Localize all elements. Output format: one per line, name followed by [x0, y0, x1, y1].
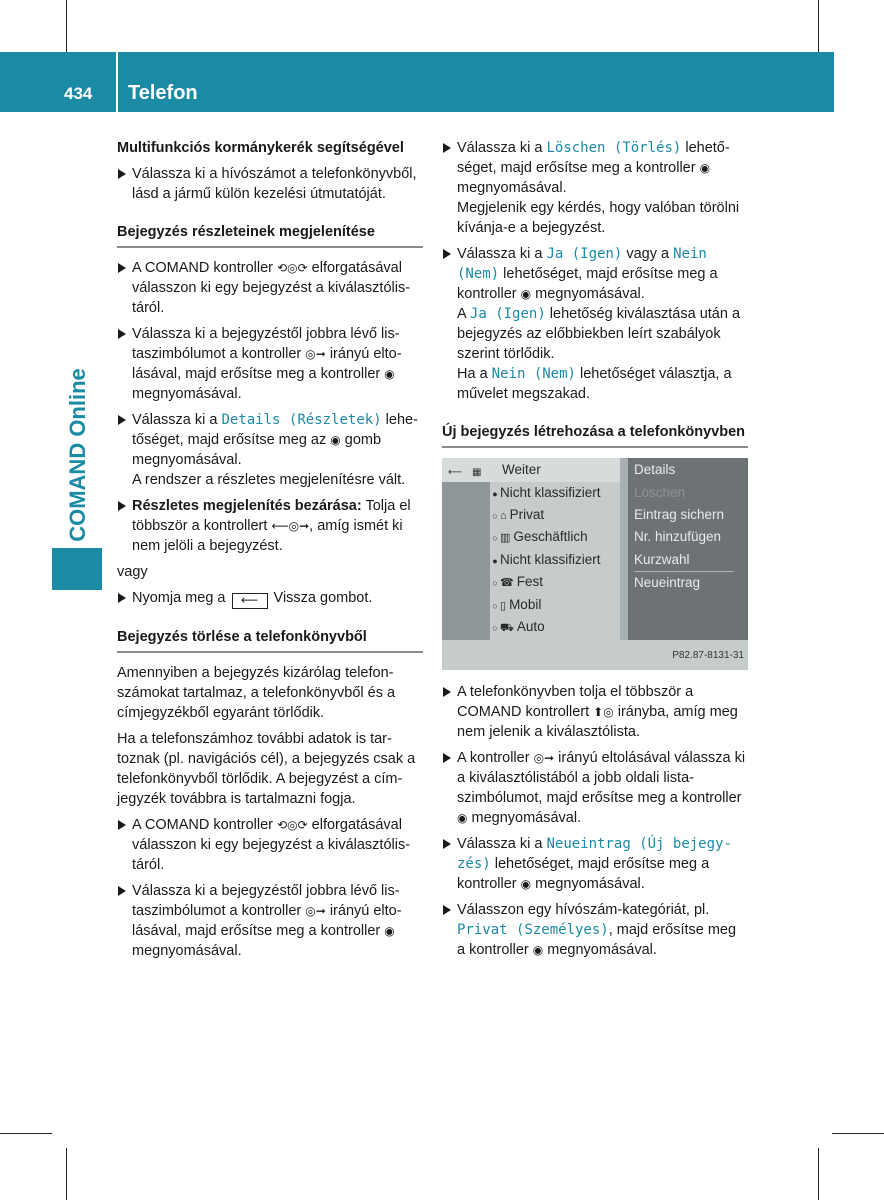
instruction-step: Válassza ki a Ja (Igen) vagy a Nein (Nem) lehetőséget, majd erősítse meg a kontroller ◉ megnyomásával. A Ja (Igen) lehetőség kiválasztása után a bejegyzés az előbbiekben leírt szabályok szerint törlődik. Ha a Nein (Nem) lehetőséget választja, a művelet megszakad.	[442, 244, 748, 404]
controller-rotate-icon: ⟲◎⟳	[277, 818, 308, 832]
left-column	[117, 138, 423, 967]
crop-mark	[832, 1133, 884, 1134]
crop-mark	[66, 0, 67, 52]
instruction-step: Válassza ki a Löschen (Törlés) lehetőséget, majd erősítse meg a kontroller ◉ megnyomásával. Megjelenik egy kérdés, hogy valóban törölni kívánja-e a bejegyzést.	[442, 138, 748, 238]
crop-mark	[818, 0, 819, 52]
list-item: ○ ☎ Fest	[492, 574, 543, 589]
paragraph: Ha a telefonszámhoz további adatok is tartoznak (pl. navigációs cél), a bejegyzés csak a telefonkönyvből törlődik. A bejegyzést a címjegyzék továbbra is tartalmazni fogja.	[117, 731, 416, 807]
back-arrow-icon: ⟵	[448, 467, 463, 478]
menu-item: Eintrag sichern	[634, 507, 725, 522]
figure-code: P82.87-8131-31	[672, 650, 744, 661]
figure-scrollbar	[620, 458, 628, 640]
right-column	[442, 138, 748, 966]
list-item: ○ ⌂ Privat	[492, 507, 545, 522]
controller-rotate-icon: ⟲◎⟳	[277, 261, 308, 275]
crop-mark	[66, 1148, 67, 1200]
menu-item: Löschen	[634, 485, 686, 500]
controller-press-icon: ◉	[520, 287, 532, 301]
controller-slide-right-icon: ◎➞	[305, 904, 326, 918]
controller-press-icon: ◉	[330, 433, 341, 447]
page-number: 434	[64, 84, 93, 103]
crop-mark	[0, 1133, 52, 1134]
screen-figure	[442, 458, 748, 670]
controller-slide-up-icon: ⬆◎	[593, 705, 614, 719]
controller-press-icon: ◉	[532, 943, 544, 957]
side-tab-marker	[52, 548, 102, 590]
instruction-step: A COMAND kontroller ⟲◎⟳ elforgatásával válasszon ki egy bejegyzést a kiválasztólistáról.	[117, 815, 423, 875]
instruction-step: Nyomja meg a ⟵ Vissza gombot.	[117, 588, 423, 609]
office-icon: ▥	[500, 532, 511, 544]
menu-item: Nr. hinzufügen	[634, 529, 722, 544]
menu-item: Kurzwahl	[634, 552, 690, 567]
controller-slide-left-icon: ⟵◎➞	[271, 519, 310, 533]
mobile-icon: ▯	[500, 600, 507, 612]
header-band	[0, 52, 834, 112]
instruction-step: A COMAND kontroller ⟲◎⟳ elforgatásával válasszon ki egy bejegyzést a kiválasztólistáról.	[117, 258, 423, 318]
section-heading: Bejegyzés részleteinek megjelenítése	[117, 222, 423, 248]
crop-mark	[818, 1148, 819, 1200]
instruction-step: Válassza ki a hívószámot a telefonkönyvből, lásd a jármű külön kezelési útmutatóját.	[117, 164, 423, 204]
section-heading: Bejegyzés törlése a telefonkönyvből	[117, 627, 423, 653]
instruction-step: A telefonkönyvben tolja el többször a COMAND kontrollert ⬆◎ irányba, amíg meg nem jelenik a kiválasztólista.	[442, 682, 748, 742]
chapter-title: Telefon	[128, 82, 198, 104]
instruction-step: A kontroller ◎➞ irányú eltolásával válassza ki a kiválasztólistából a jobb oldali listaszimbólumot, majd erősítse meg a kontroller ◉ megnyomásával.	[442, 748, 748, 828]
controller-press-icon: ◉	[457, 811, 468, 825]
figure-left-bar	[442, 458, 490, 640]
back-button-icon: ⟵	[232, 593, 268, 609]
home-icon: ⌂	[500, 510, 507, 522]
controller-press-icon: ◉	[384, 367, 395, 381]
controller-press-icon: ◉	[699, 161, 711, 175]
list-item: ○ ▯ Mobil	[492, 597, 542, 612]
controller-slide-right-icon: ◎➞	[533, 751, 555, 765]
controller-press-icon: ◉	[520, 877, 532, 891]
section-heading: Multifunkciós kormánykerék segítségével	[117, 140, 404, 156]
section-heading: Új bejegyzés létrehozása a telefonkönyvben	[442, 422, 748, 448]
list-item: ● Nicht klassifiziert	[492, 552, 601, 567]
header-separator	[116, 52, 118, 112]
figure-title: Weiter	[502, 462, 541, 477]
instruction-step: Válassza ki a Neueintrag (Új bejegyzés) lehetőséget, majd erősítse meg a kontroller ◉ megnyomásával.	[442, 834, 748, 894]
controller-slide-right-icon: ◎➞	[305, 347, 326, 361]
instruction-step: Részletes megjelenítés bezárása: Tolja el többször a kontrollert ⟵◎➞, amíg ismét ki nem jelöli a bejegyzést.	[117, 496, 423, 556]
instruction-step: Válassza ki a bejegyzéstől jobbra lévő listaszimbólumot a kontroller ◎➞ irányú eltolásával, majd erősítse meg a kontroller ◉ megnyomásával.	[117, 324, 423, 404]
instruction-step: Válassza ki a bejegyzéstől jobbra lévő listaszimbólumot a kontroller ◎➞ irányú eltolásával, majd erősítse meg a kontroller ◉ megnyomásával.	[117, 881, 423, 961]
menu-item-selected: Neueintrag	[634, 571, 734, 594]
list-item: ○ ⛟ Auto	[492, 619, 545, 634]
or-text: vagy	[117, 564, 148, 580]
paragraph: Amennyiben a bejegyzés kizárólag telefonszámokat tartalmaz, a telefonkönyvből és a címjegyzékből egyaránt törlődik.	[117, 665, 396, 721]
phonebook-icon: ▦	[472, 467, 482, 478]
instruction-step: Válasszon egy hívószám-kategóriát, pl. Privat (Személyes), majd erősítse meg a kontroller ◉ megnyomásával.	[442, 900, 748, 960]
menu-item: Details	[634, 462, 676, 477]
instruction-step: Válassza ki a Details (Részletek) lehetőséget, majd erősítse meg az ◉ gomb megnyomásával. A rendszer a részletes megjelenítésre vált.	[117, 410, 423, 490]
list-item: ○ ▥ Geschäftlich	[492, 529, 588, 544]
side-tab-label: COMAND Online	[65, 368, 90, 542]
list-item: ● Nicht klassifiziert	[492, 485, 601, 500]
car-icon: ⛟	[500, 622, 514, 634]
phone-icon: ☎	[500, 577, 514, 589]
controller-press-icon: ◉	[384, 924, 395, 938]
